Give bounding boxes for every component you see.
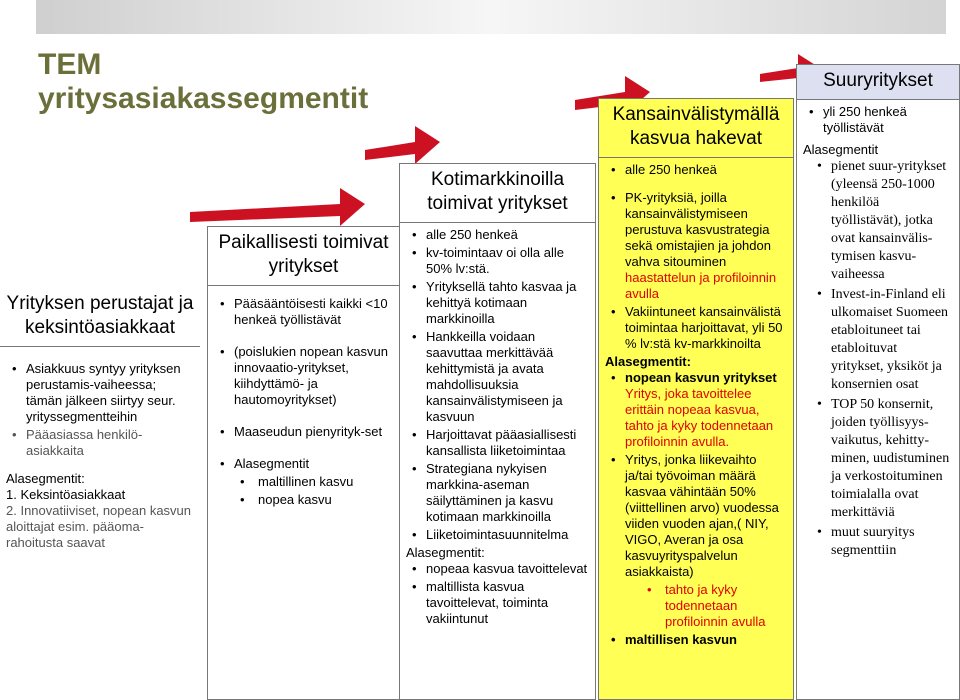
list-item: • alle 250 henkeä <box>625 162 787 178</box>
segment-local <box>207 226 400 700</box>
segment-header: Yrityksen perustajat ja keksintöasiakkaat <box>0 288 200 347</box>
arrow-right-icon <box>190 182 365 232</box>
subsegment-label: Alasegmentit: <box>406 545 485 560</box>
list-item: • Hankkeilla voidaan saavuttaa merkittävää kehittymistä ja avata mahdollisuuksia kansainvälistymiseen ja kasvuun <box>426 329 589 425</box>
list-item-note: Yritys, joka tavoittelee erittäin nopeaa kasvua, tahto ja kyky todennetaan profiloinnin avulla. <box>625 386 774 449</box>
list-item: • Vakiintuneet kansainvälistä toimintaa harjoittavat, yli 50 % lv:stä kv-markkinoilta <box>625 304 787 352</box>
list-item: • maltillinen kasvu <box>258 474 393 490</box>
top-banner <box>36 0 946 34</box>
list-item-note: • tahto ja kyky todennetaan profiloinnin avulla <box>665 582 787 630</box>
list-item-text: PK-yrityksiä, joilla kansainvälistymiseen perustuva kasvustrategia sekä omistajien ja johdon vahva sitouminen <box>625 190 771 269</box>
list-item: • Yrityksellä tahto kasvaa ja kehittyä kotimaan markkinoilla <box>426 279 589 327</box>
list-item: • Liiketoimintasuunnitelma <box>426 527 589 543</box>
page-title: TEM yritysasiakassegmentit <box>38 48 369 115</box>
segment-founders <box>0 288 200 700</box>
list-item: • Invest-in-Finland eli ulkomaiset Suomeen etabloituneet tai etabloituvat yritykset, yksiköt ja konsernien osat <box>831 286 953 394</box>
list-item: • Pääasiassa henkilö-asiakkaita <box>26 427 194 459</box>
segment-header: Kotimarkkinoilla toimivat yritykset <box>400 164 595 223</box>
list-item: • Harjoittavat pääasiallisesti kansallista liiketoimintaa <box>426 427 589 459</box>
segment-header: Paikallisesti toimivat yritykset <box>208 227 399 286</box>
list-item: • nopeaa kasvua tavoittelevat <box>426 561 589 577</box>
segment-international <box>598 98 794 700</box>
segment-domestic <box>399 163 596 700</box>
list-item <box>625 370 787 450</box>
list-item: • kv-toimintaav oi olla alle 50% lv:stä. <box>426 245 589 277</box>
list-item: • alle 250 henkeä <box>426 227 589 243</box>
list-item: • Alasegmentit <box>234 456 393 472</box>
list-item: • pienet suur-yritykset (yleensä 250-1000 henkilöä työllistävät), jotka ovat kansainvälis-tymisen kasvu-vaiheessa <box>831 158 953 284</box>
list-item: • Asiakkuus syntyy yrityksen perustamis-vaiheessa; tämän jälkeen siirtyy seur. yrityssegmentteihin <box>26 361 194 425</box>
list-item: • Yritys, jonka liikevaihto ja/tai työvoiman määrä kasvaa vähintään 50% (viittellinen arvo) vuodessa viiden vuoden ajan,( NIY, VIGO, Averan ja osa kasvuyrityspalvelun asiakkaista) <box>625 452 787 580</box>
segment-large <box>796 64 960 700</box>
list-item: • Maaseudun pienyrityk-set <box>234 424 393 440</box>
list-item: • (poislukien nopean kasvun innovaatio-yritykset, kiihdyttämö- ja hautomoyritykset) <box>234 344 393 408</box>
subsegment-label: Alasegmentit <box>803 142 879 157</box>
list-item: 2. Innovatiiviset, nopean kasvun aloittajat esim. pääoma-rahoitusta saavat <box>6 503 192 550</box>
list-item-note: haastattelun ja profiloinnin avulla <box>625 270 777 301</box>
list-item: • Pääsääntöisesti kaikki <10 henkeä työllistävät <box>234 296 393 328</box>
segment-header: Kansainvälistymällä kasvua hakevat <box>599 99 793 158</box>
list-item: • Strategiana nykyisen markkina-aseman säilyttäminen ja kasvu kotimaan markkinoilla <box>426 461 589 525</box>
list-item: • maltillisen kasvun <box>625 632 787 648</box>
list-item: • TOP 50 konsernit, joiden työllisyys-vaikutus, kehitty-minen, uudistuminen ja verkostoituminen toimialalla ovat merkittäviä <box>831 396 953 522</box>
list-item: • yli 250 henkeä työllistävät <box>823 104 953 136</box>
list-item-text: nopean kasvun yritykset <box>625 370 777 385</box>
subsegment-label: Alasegmentit: <box>6 471 85 486</box>
subsegment-label: Alasegmentit: <box>605 354 691 369</box>
list-item: • nopea kasvu <box>258 492 393 508</box>
list-item: • maltillista kasvua tavoittelevat, toiminta vakiintunut <box>426 579 589 627</box>
list-item: • muut suuryitys segmenttiin <box>831 524 953 560</box>
list-item: 1. Keksintöasiakkaat <box>6 487 126 502</box>
segment-header: Suuryritykset <box>797 65 959 100</box>
list-item <box>625 190 787 302</box>
